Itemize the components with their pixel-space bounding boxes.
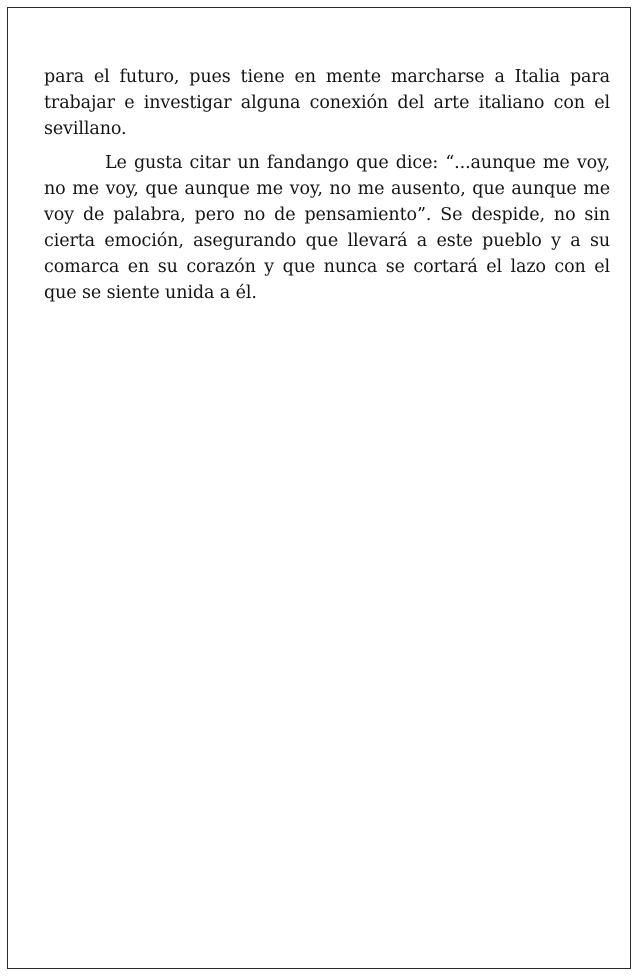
body-text	[44, 64, 610, 306]
paragraph-continuation: para el futuro, pues tiene en mente marcharse a Italia para trabajar e investigar alguna conexión del arte italiano con el sevillano.	[44, 67, 610, 139]
paragraph-fandango-quote: Le gusta citar un fandango que dice: “...aunque me voy, no me voy, que aunque me voy, no me ausento, que aunque me voy de palabra, pero no de pensamiento”. Se despide, no sin cierta emoción, asegurando que llevará a este pueblo y a su comarca en su corazón y que nunca se cortará el lazo con el que se siente unida a él.	[44, 153, 610, 303]
